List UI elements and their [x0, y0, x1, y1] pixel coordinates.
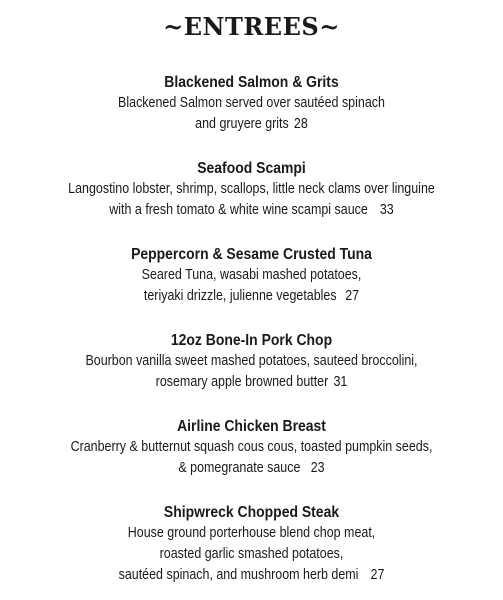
description-line: Blackened Salmon served over sautéed spinach: [118, 95, 385, 111]
description-line: teriyaki drizzle, julienne vegetables: [143, 288, 337, 304]
menu-item-price: 28: [293, 116, 308, 132]
menu-item-description: [35, 93, 468, 135]
menu-section-title: ~ENTREES~: [163, 12, 340, 41]
description-line: Seared Tuna, wasabi mashed potatoes,: [141, 267, 362, 283]
menu-item: [0, 244, 503, 307]
description-line: Cranberry & butternut squash cous cous, toasted pumpkin seeds,: [70, 439, 433, 455]
menu-item: [0, 72, 503, 135]
description-line-with-price: [35, 458, 468, 479]
menu-item: [0, 330, 503, 393]
menu-item: [0, 416, 503, 479]
menu-item-name: Airline Chicken Breast: [177, 418, 326, 435]
description-line-with-price: [35, 372, 468, 393]
menu-item-price: 27: [345, 288, 360, 304]
description-line-with-price: [35, 200, 468, 221]
description-line: and gruyere grits: [195, 116, 289, 132]
description-line-with-price: [35, 565, 468, 586]
menu-item-name: Seafood Scampi: [197, 160, 306, 177]
menu-item-name: Shipwreck Chopped Steak: [163, 504, 340, 521]
menu-item-description: [35, 179, 468, 221]
menu-item-description: [35, 265, 468, 307]
description-line: Langostino lobster, shrimp, scallops, little neck clams over linguine: [68, 181, 435, 197]
description-line: rosemary apple browned butter: [155, 374, 329, 390]
menu-item: [0, 158, 503, 221]
description-line: Bourbon vanilla sweet mashed potatoes, sauteed broccolini,: [85, 353, 418, 369]
menu-item-description: [35, 437, 468, 479]
description-line: roasted garlic smashed potatoes,: [159, 546, 344, 562]
description-line-with-price: [35, 114, 468, 135]
menu-item-description: [35, 523, 468, 586]
menu-item-price: 27: [370, 567, 385, 583]
menu-item-price: 31: [333, 374, 348, 390]
description-line: & pomegranate sauce: [178, 460, 301, 476]
menu-item-description: [35, 351, 468, 393]
menu-item-name: 12oz Bone-In Pork Chop: [170, 332, 333, 349]
menu-item-name: Peppercorn & Sesame Crusted Tuna: [131, 246, 372, 263]
description-line-with-price: [35, 286, 468, 307]
description-line: House ground porterhouse blend chop meat,: [127, 525, 376, 541]
menu-item-name: Blackened Salmon & Grits: [164, 74, 339, 91]
description-line: with a fresh tomato & white wine scampi sauce: [109, 202, 368, 218]
menu-item-price: 33: [379, 202, 394, 218]
menu-item: [0, 502, 503, 586]
description-line: sautéed spinach, and mushroom herb demi: [118, 567, 359, 583]
menu-item-price: 23: [310, 460, 325, 476]
